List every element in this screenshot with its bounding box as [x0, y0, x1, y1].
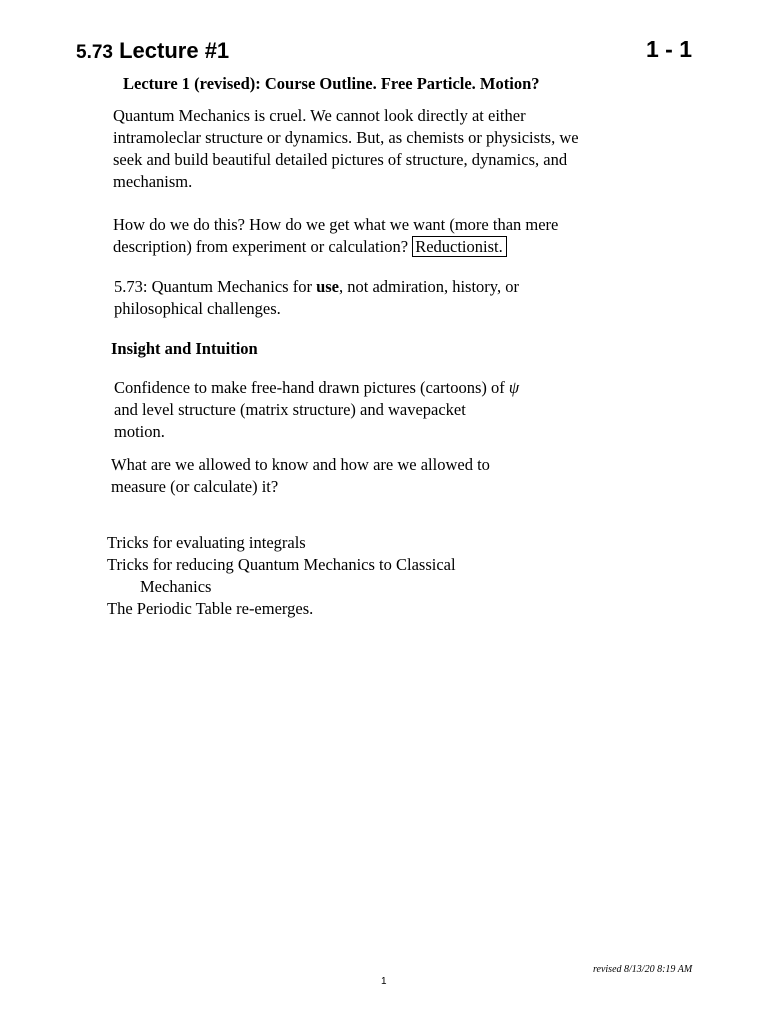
lecture-subtitle: Lecture 1 (revised): Course Outline. Free Particle. Motion? [123, 74, 540, 93]
text-line: mechanism. [113, 172, 193, 191]
text-line: intramoleclar structure or dynamics. But, as chemists or physicists, we [113, 128, 579, 147]
measure-paragraph [111, 454, 490, 498]
text-line: and level structure (matrix structure) and wavepacket [114, 400, 466, 419]
purpose-prefix: 5.73: Quantum Mechanics for [114, 277, 317, 296]
confidence-paragraph [114, 377, 519, 443]
question-paragraph [113, 214, 558, 258]
text-line: seek and build beautiful detailed pictures of structure, dynamics, and [113, 150, 568, 169]
text-line: measure (or calculate) it? [111, 477, 279, 496]
purpose-paragraph [114, 276, 519, 320]
list-item: Tricks for evaluating integrals [107, 533, 306, 552]
page-label: 1 - 1 [646, 36, 693, 62]
intro-paragraph [113, 105, 579, 193]
revision-timestamp: revised 8/13/20 8:19 AM [593, 964, 693, 975]
list-item: Tricks for reducing Quantum Mechanics to Classical [107, 555, 456, 574]
text-line [113, 236, 558, 258]
course-number: 5.73 [76, 42, 113, 63]
text-line [114, 276, 519, 298]
course-title: Lecture #1 [119, 38, 230, 63]
course-heading [76, 38, 229, 64]
page-footer-number: 1 [381, 976, 387, 987]
list-item-continuation: Mechanics [140, 577, 212, 596]
text-line: Quantum Mechanics is cruel. We cannot look directly at either [113, 106, 526, 125]
section-heading: Insight and Intuition [111, 339, 258, 358]
question-text: description) from experiment or calculation? [113, 237, 409, 256]
purpose-suffix: , not admiration, history, or [339, 277, 519, 296]
psi-symbol: ψ [508, 378, 520, 397]
tricks-list [107, 532, 456, 620]
reductionist-box: Reductionist. [412, 236, 507, 257]
text-line: How do we do this? How do we get what we want (more than mere [113, 215, 559, 234]
list-item: The Periodic Table re-emerges. [107, 599, 314, 618]
text-line [114, 377, 519, 399]
text-line: What are we allowed to know and how are we allowed to [111, 455, 490, 474]
text-line: motion. [114, 422, 165, 441]
bold-word: use [316, 277, 339, 296]
confidence-text: Confidence to make free-hand drawn pictures (cartoons) of [114, 378, 509, 397]
text-line: philosophical challenges. [114, 299, 281, 318]
